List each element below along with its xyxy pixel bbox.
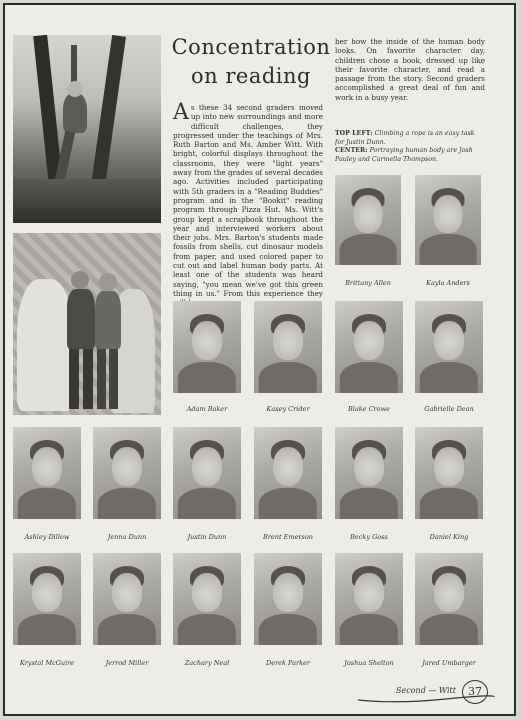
portrait-name: Jenna Dunn xyxy=(107,533,147,541)
title-line-2: on reading xyxy=(191,64,311,88)
credit-center-label: CENTER: xyxy=(335,147,368,154)
portrait-photo xyxy=(173,301,241,393)
portrait-name: Jared Umbarger xyxy=(422,659,476,667)
portrait-name: Jerrod Miller xyxy=(105,659,149,667)
photo-human-body-display xyxy=(13,233,161,415)
portrait-name: Justin Dunn xyxy=(187,533,227,541)
portrait-name: Kayla Anders xyxy=(426,279,470,287)
portrait-name: Ashley Dillow xyxy=(24,533,70,541)
portrait-name: Zachary Neal xyxy=(184,659,230,667)
portrait-photo xyxy=(415,175,481,265)
portrait-photo xyxy=(254,553,322,645)
footer-label: Second — Witt xyxy=(396,686,456,695)
article-column-2 xyxy=(335,37,485,117)
portrait-photo xyxy=(335,301,403,393)
portrait-name: Blake Crowe xyxy=(348,405,390,413)
portrait-photo xyxy=(415,553,483,645)
portrait-name: Kasey Crider xyxy=(266,405,310,413)
portrait-name: Brittany Allen xyxy=(345,279,391,287)
portrait-name: Gabrielle Dean xyxy=(424,405,474,413)
portrait-name: Joshua Shelton xyxy=(344,659,394,667)
portrait-name: Becky Goss xyxy=(350,533,388,541)
portrait-photo xyxy=(415,427,483,519)
portrait-photo xyxy=(254,301,322,393)
portrait-photo xyxy=(13,553,81,645)
page-number: 37 xyxy=(462,680,488,704)
article-column-1 xyxy=(173,100,323,298)
credit-top-left-text: Climbing a rope is an easy task for Justin Dunn. xyxy=(335,130,475,146)
credit-top-left xyxy=(335,130,485,147)
portrait-photo xyxy=(335,427,403,519)
portrait-photo xyxy=(173,553,241,645)
article-column-1-text: s these 34 second graders moved up into new surroundings and more difficult challenges, they progressed under the teachings of Mrs. Ruth Barton and Ms. Amber Witt. With bright, colorful displays throughout the classrooms, they were "light years" away from the grades of several decades ago. Activities included participating with 5th graders in a "Reading Buddies" program and in the "Bookit" reading program through Pizza Hut. Ms. Witt's group kept a scrapbook throughout the year and interviewed workers about their jobs. Mrs. Barton's students made fossils from shells, cut dinosaur models from paper, and used colored paper to cut out and label human body parts. At least one of the students was heard saying, "you mean we've got this green thing in us." From this experience they xyxy=(173,103,323,298)
portrait-name: Derek Parker xyxy=(266,659,310,667)
portrait-name: Adam Baker xyxy=(186,405,228,413)
title-line-1: Concentration xyxy=(171,35,331,59)
portrait-photo xyxy=(93,553,161,645)
portrait-photo xyxy=(335,553,403,645)
portrait-photo xyxy=(415,301,483,393)
page-footer xyxy=(356,680,496,704)
portrait-name: Krystal McGuire xyxy=(19,659,75,667)
credit-top-left-label: TOP LEFT: xyxy=(335,130,373,137)
article-column-2-text: ber how the inside of the human body looks. On favorite character day, children chose a book, dressed up like their favorite character, and read a passage from the story. Second graders accomplished a great deal of fun and work in a busy year. xyxy=(335,37,485,102)
portrait-photo xyxy=(93,427,161,519)
article-title xyxy=(163,33,339,91)
photo-rope-climb xyxy=(13,35,161,223)
portrait-photo xyxy=(173,427,241,519)
credit-center-text: Portraying human body are Josh Pauley and Carmella Thompson. xyxy=(335,147,473,163)
portrait-photo xyxy=(13,427,81,519)
portrait-name: Daniel King xyxy=(429,533,469,541)
portrait-photo xyxy=(335,175,401,265)
drop-cap: A xyxy=(173,100,189,125)
credit-center xyxy=(335,147,485,164)
yearbook-page xyxy=(3,3,516,716)
portrait-name: Brent Emerson xyxy=(263,533,313,541)
portrait-photo xyxy=(254,427,322,519)
photo-credits xyxy=(335,130,485,164)
